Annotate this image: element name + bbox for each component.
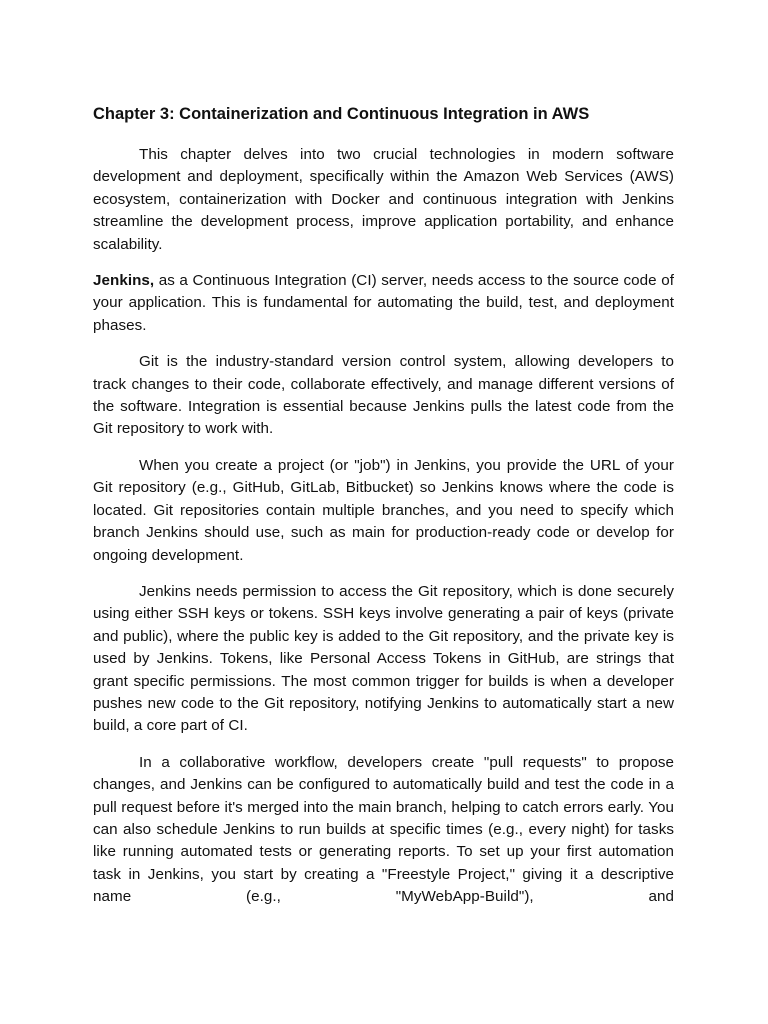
paragraph-git: [93, 351, 674, 441]
paragraph-jenkins: [93, 270, 674, 337]
paragraph-text: as a Continuous Integration (CI) server, needs access to the source code of your application. This is fundamental for automating the build, test, and deployment phases.: [93, 272, 674, 334]
document-page: [93, 103, 674, 909]
paragraph-workflow: [93, 752, 674, 909]
chapter-title: Chapter 3: Containerization and Continuous Integration in AWS: [93, 105, 590, 123]
paragraph-permissions: [93, 581, 674, 738]
paragraph-text: Git is the industry-standard version control system, allowing developers to track changes to their code, collaborate effectively, and manage different versions of the software. Integration is essential because Jenkins pulls the latest code from the Git repository to work with.: [93, 353, 674, 438]
paragraph-job-setup: [93, 455, 674, 567]
paragraph-intro: [93, 144, 674, 256]
paragraph-text: This chapter delves into two crucial technologies in modern software development and deployment, specifically within the Amazon Web Services (AWS) ecosystem, containerization with Docker and continuous integration with Jenkins streamline the development process, improve application portability, and enhance scalability.: [93, 146, 674, 253]
paragraph-text: When you create a project (or "job") in Jenkins, you provide the URL of your Git repository (e.g., GitHub, GitLab, Bitbucket) so Jenkins knows where the code is located. Git repositories contain multiple branches, and you need to specify which branch Jenkins should use, such as main for production-ready code or develop for ongoing development.: [93, 456, 674, 564]
paragraph-text: In a collaborative workflow, developers create "pull requests" to propose changes, and Jenkins can be configured to automatically build and test the code in a pull request before it's merged into the main branch, helping to catch errors early. You can also schedule Jenkins to run builds at specific times (e.g., every night) for tasks like running automated tests or generating reports. To set up your first automation task in Jenkins, you start by creating a "Freestyle Project," giving it a descriptive name (e.g., "MyWebApp-Build"), and: [93, 753, 674, 906]
paragraph-text: Jenkins needs permission to access the Git repository, which is done securely using either SSH keys or tokens. SSH keys involve generating a pair of keys (private and public), where the public key is added to the Git repository, and the private key is used by Jenkins. Tokens, like Personal Access Tokens in GitHub, are strings that grant specific permissions. The most common trigger for builds is when a developer pushes new code to the Git repository, notifying Jenkins to automatically start a new build, a core part of CI.: [93, 582, 674, 735]
paragraph-lead-term: Jenkins,: [93, 272, 155, 290]
